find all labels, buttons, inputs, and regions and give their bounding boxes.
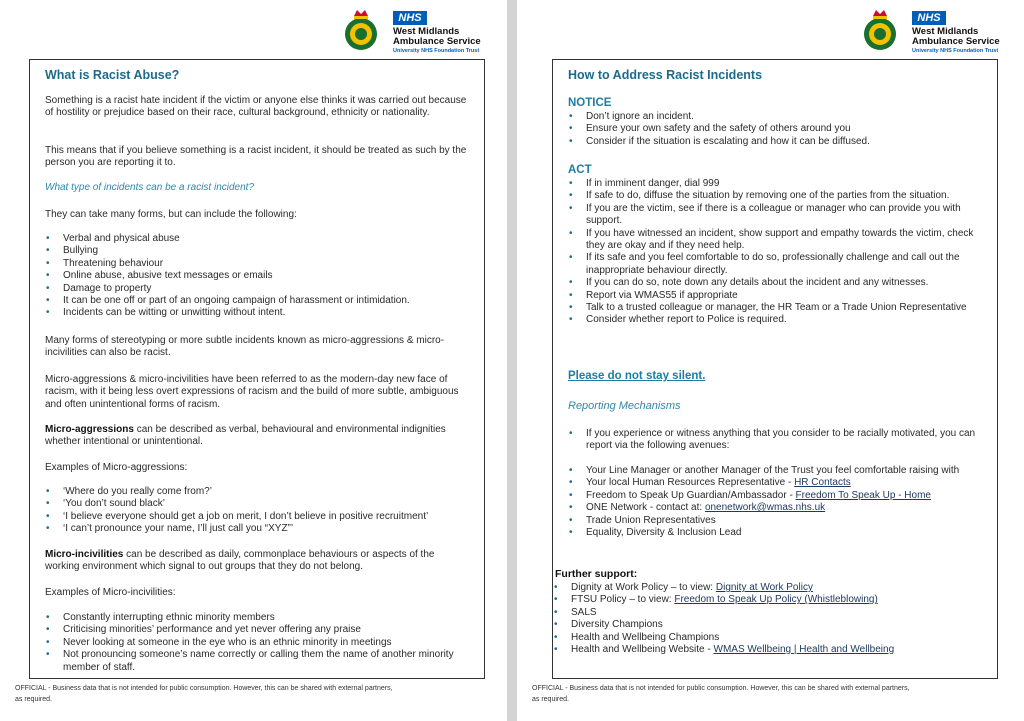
org-name-line1: West Midlands	[393, 26, 460, 37]
micro-aggression-example: • ‘You don’t sound black’	[45, 498, 485, 510]
heading-notice: NOTICE	[568, 97, 612, 109]
micro-incivility-example: • Never looking at someone in the eye who is an ethnic minority in meetings	[45, 637, 470, 649]
footer-classification: OFFICIAL - Business data that is not intended for public consumption. However, this can be shared with external partners, as required.	[532, 685, 910, 703]
forms-list-item: • Damage to property	[45, 283, 475, 295]
further-support-item: • FTSU Policy – to view: Freedom to Speak Up Policy (Whistleblowing)	[553, 594, 983, 606]
paragraph-definition: Something is a racist hate incident if the victim or anyone else thinks it was carried out because of hostility or prejudice based on their race, cultural background, ethnicity or nationality.	[45, 95, 467, 119]
further-support-item: • SALS	[553, 607, 983, 619]
content-box-left	[29, 59, 485, 679]
page-title: What is Racist Abuse?	[45, 68, 180, 82]
act-list	[568, 178, 983, 327]
act-item: • If you are the victim, see if there is a colleague or manager who can provide you with support.	[568, 203, 983, 228]
heading-act: ACT	[568, 164, 592, 176]
notice-item: • Consider if the situation is escalating and how it can be diffused.	[568, 136, 988, 148]
act-item: • If its safe and you feel comfortable to do so, professionally challenge and call out the inappropriate behaviour directly.	[568, 252, 983, 277]
forms-list-item: • Bullying	[45, 245, 475, 257]
definition-micro-incivilities: can be described as daily, commonplace behaviours or aspects of the working environment which signal to out groups that they do not belong.	[45, 549, 435, 573]
micro-aggression-examples	[45, 486, 485, 536]
act-item: • If safe to do, diffuse the situation by removing one of the parties from the situation.	[568, 190, 983, 202]
term-micro-aggressions: Micro-aggressions	[45, 424, 134, 435]
paragraph-stereotyping: Many forms of stereotyping or more subtle incidents known as micro-aggressions & micro-incivilities can also be racist.	[45, 335, 445, 359]
reporting-avenue-item: • Equality, Diversity & Inclusion Lead	[568, 527, 983, 539]
forms-list-item: • Online abuse, abusive text messages or emails	[45, 270, 475, 282]
org-name-line2: Ambulance Service	[393, 36, 481, 47]
forms-list	[45, 233, 475, 320]
org-name-line3: University NHS Foundation Trust	[912, 48, 999, 54]
link[interactable]: onenetwork@wmas.nhs.uk	[704, 502, 826, 514]
label-ma-examples: Examples of Micro-aggressions:	[45, 462, 188, 473]
label-mi-examples: Examples of Micro-incivilities:	[45, 587, 176, 598]
reporting-avenues-list	[568, 465, 983, 539]
further-support-list	[553, 582, 983, 656]
paragraph-micro-incivilities	[45, 549, 470, 574]
crest-icon	[862, 8, 898, 54]
reporting-avenue-item: • Freedom to Speak Up Guardian/Ambassador - Freedom To Speak Up - Home	[568, 490, 983, 502]
paragraph-micro-aggressions	[45, 424, 470, 449]
micro-aggression-example: • ‘I believe everyone should get a job on merit, I don’t believe in positive recruitment’	[45, 511, 485, 523]
notice-list	[568, 111, 988, 148]
reporting-intro	[568, 428, 983, 453]
micro-incivility-example: • Constantly interrupting ethnic minority members	[45, 612, 470, 624]
forms-list-item: • Verbal and physical abuse	[45, 233, 475, 245]
paragraph-belief: This means that if you believe something is a racist incident, it should be treated as such by the person you are reporting it to.	[45, 145, 467, 169]
act-item: • Consider whether report to Police is required.	[568, 314, 983, 326]
micro-aggression-example: • ‘Where do you really come from?’	[45, 486, 485, 498]
notice-item: • Ensure your own safety and the safety of others around you	[568, 123, 988, 135]
act-item: • If you can do so, note down any details about the incident and any witnesses.	[568, 277, 983, 289]
forms-list-item: • It can be one off or part of an ongoing campaign of harassment or intimidation.	[45, 295, 475, 307]
further-support-item: • Health and Wellbeing Website - WMAS Wellbeing | Health and Wellbeing	[553, 644, 983, 656]
micro-incivility-example: • Not pronouncing someone’s name correctly or calling them the name of another minority member of staff.	[45, 649, 470, 674]
footer-classification: OFFICIAL - Business data that is not intended for public consumption. However, this can be shared with external partners, as required.	[15, 685, 393, 703]
trust-logo	[343, 8, 503, 58]
definition-micro-aggressions: can be described as verbal, behavioural and environmental indignities whether intentional or unintentional.	[45, 424, 446, 448]
further-support-item: • Dignity at Work Policy – to view: Dignity at Work Policy	[553, 582, 983, 594]
paragraph-forms-intro: They can take many forms, but can include the following:	[45, 209, 297, 220]
org-name-line1: West Midlands	[912, 26, 979, 37]
page-title: How to Address Racist Incidents	[568, 68, 763, 82]
further-support-item: • Diversity Champions	[553, 619, 983, 631]
notice-item: • Don’t ignore an incident.	[568, 111, 988, 123]
reporting-avenue-item: • Trade Union Representatives	[568, 515, 983, 527]
link[interactable]: Freedom to Speak Up Policy (Whistleblowing)	[674, 594, 878, 606]
link[interactable]: WMAS Wellbeing | Health and Wellbeing	[713, 644, 895, 656]
link[interactable]: Dignity at Work Policy	[715, 582, 813, 593]
term-micro-incivilities: Micro-incivilities	[45, 549, 124, 560]
micro-incivility-example: • Criticising minorities’ performance and yet never offering any praise	[45, 624, 470, 636]
heading-reporting-mechanisms: Reporting Mechanisms	[568, 400, 681, 412]
document-page-left	[0, 0, 507, 721]
act-item: • If you have witnessed an incident, show support and empathy towards the victim, check they are okay and if they need help.	[568, 228, 983, 253]
reporting-intro-item: • If you experience or witness anything that you consider to be racially motivated, you can report via the following avenues:	[568, 428, 983, 453]
act-item: • If in imminent danger, dial 999	[568, 178, 983, 190]
reporting-avenue-item: • ONE Network - contact at: onenetwork@wmas.nhs.uk	[568, 502, 983, 514]
document-page-right	[517, 0, 1024, 721]
subtitle-incident-types: What type of incidents can be a racist incident?	[45, 182, 255, 193]
act-item: • Talk to a trusted colleague or manager, the HR Team or a Trade Union Representative	[568, 302, 983, 314]
heading-do-not-stay-silent: Please do not stay silent.	[568, 370, 706, 382]
nhs-badge: NHS	[912, 11, 946, 25]
micro-incivility-examples	[45, 612, 470, 674]
org-name-line2: Ambulance Service	[912, 36, 1000, 47]
link[interactable]: Freedom To Speak Up - Home	[795, 489, 931, 501]
content-box-right	[552, 59, 998, 679]
trust-logo	[862, 8, 1022, 58]
micro-aggression-example: • ‘I can’t pronounce your name, I’ll just call you “XYZ”’	[45, 523, 485, 535]
forms-list-item: • Threatening behaviour	[45, 258, 475, 270]
further-support-item: • Health and Wellbeing Champions	[553, 632, 983, 644]
org-name-line3: University NHS Foundation Trust	[393, 48, 480, 54]
forms-list-item: • Incidents can be witting or unwitting without intent.	[45, 307, 475, 319]
paragraph-modern-racism: Micro-aggressions & micro-incivilities have been referred to as the modern-day new face of racism, with it being less overt expressions of racism and the build of more subtle, ambiguous and often unintentional forms of racism.	[45, 374, 459, 410]
act-item: • Report via WMAS55 if appropriate	[568, 290, 983, 302]
crest-icon	[343, 8, 379, 54]
link[interactable]: HR Contacts	[794, 477, 851, 489]
reporting-avenue-item: • Your Line Manager or another Manager of the Trust you feel comfortable raising with	[568, 465, 983, 477]
heading-further-support: Further support:	[555, 568, 638, 580]
nhs-badge: NHS	[393, 11, 427, 25]
reporting-avenue-item: • Your local Human Resources Representative - HR Contacts	[568, 477, 983, 489]
